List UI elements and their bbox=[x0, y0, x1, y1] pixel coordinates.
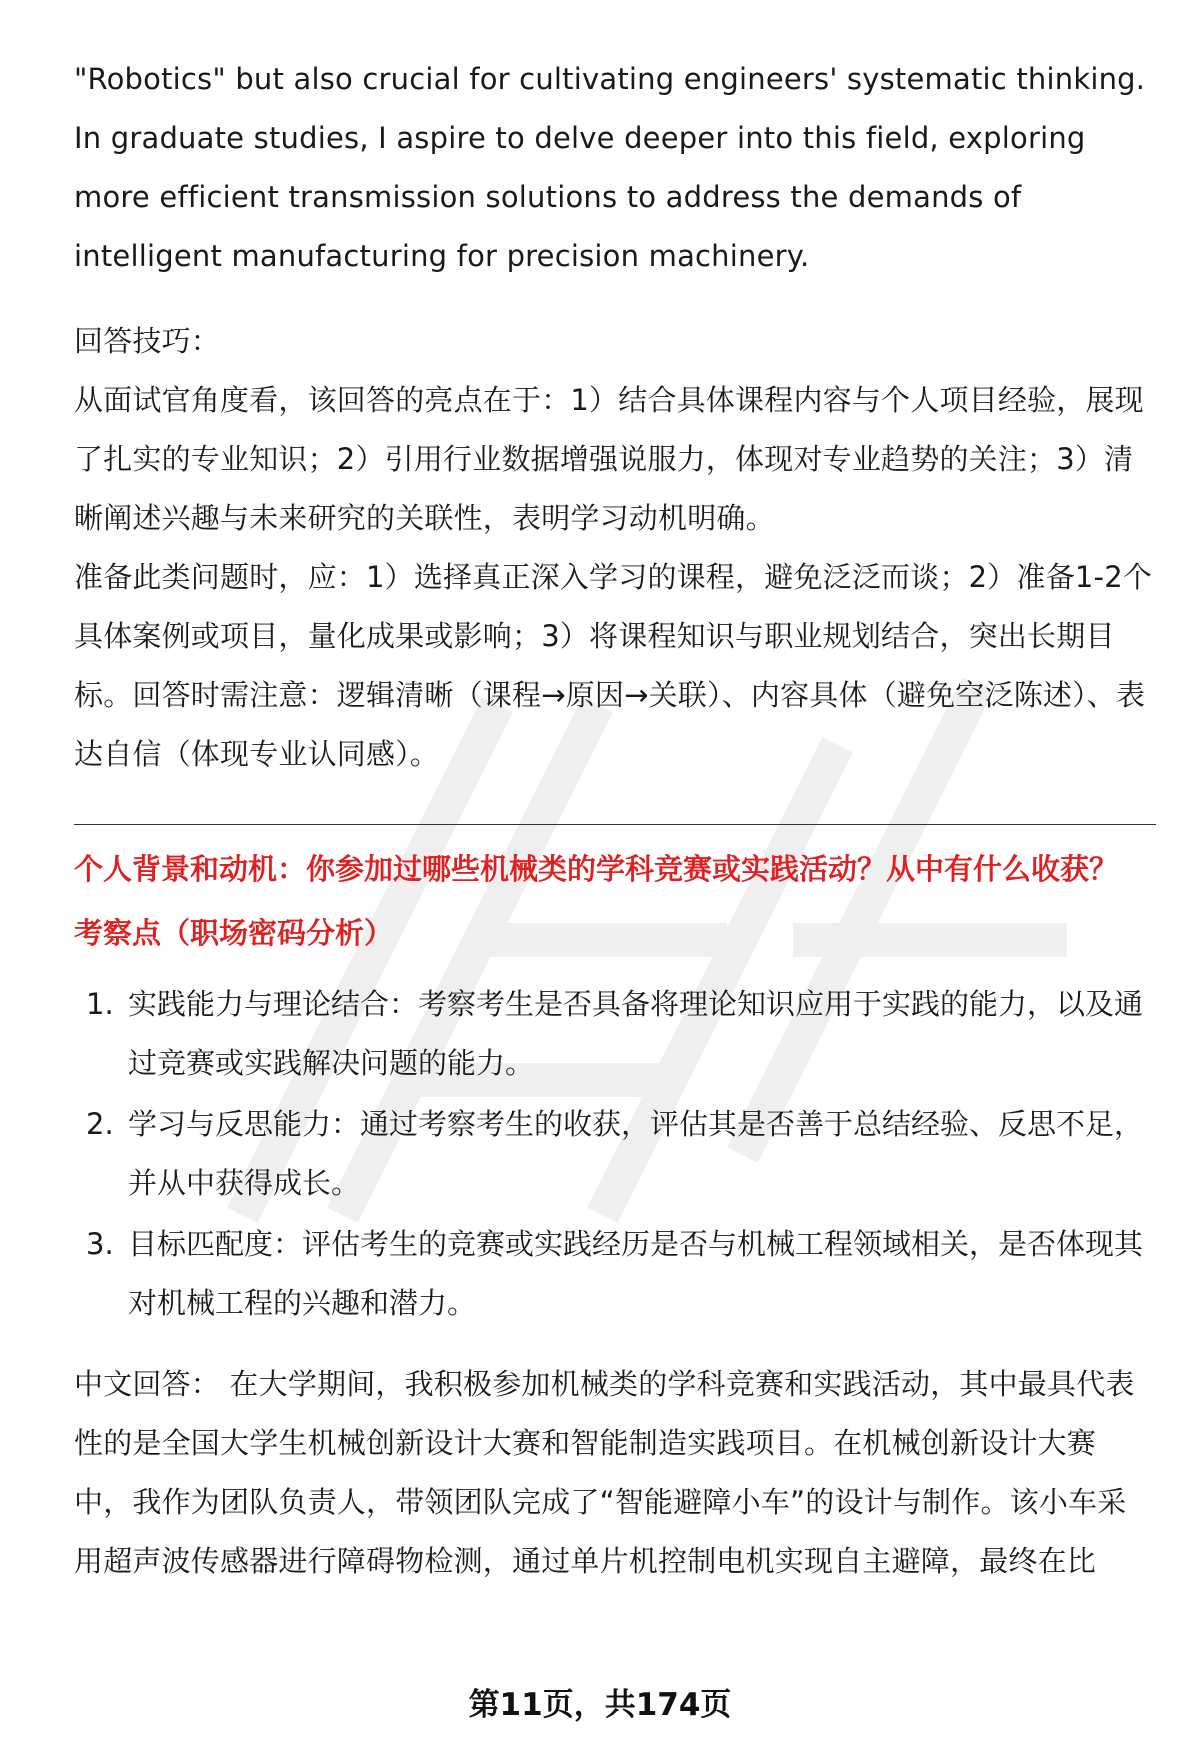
chinese-answer-paragraph: 中文回答： 在大学期间，我积极参加机械类的学科竞赛和实践活动，其中最具代表性的是全国大学生机械创新设计大赛和智能制造实践项目。在机械创新设计大赛中，我作为团队负责人，带领团队完成了“智能避障小车”的设计与制作。该小车采用超声波传感器进行障碍物检测，通过单片机控制电机实现自主避障，最终在比 bbox=[74, 1367, 1135, 1578]
page-number-footer: 第11页，共174页 bbox=[468, 1687, 732, 1723]
list-item-text: 学习与反思能力：通过考察考生的收获，评估其是否善于总结经验、反思不足，并从中获得成长。 bbox=[128, 1107, 1144, 1200]
intro-paragraph: "Robotics" but also crucial for cultivating engineers' systematic thinking. In graduate studies, I aspire to delve deeper into this field, exploring more efficient transmission solutions to address the demands of intelligent manufacturing for precision machinery. bbox=[74, 62, 1146, 273]
document-page bbox=[74, 50, 1154, 1591]
tips-label: 回答技巧： bbox=[74, 324, 221, 358]
question-title: 个人背景和动机：你参加过哪些机械类的学科竞赛或实践活动？从中有什么收获？ bbox=[74, 852, 1119, 886]
question-subtitle: 考察点（职场密码分析） bbox=[74, 916, 394, 950]
tips-paragraph-2: 准备此类问题时，应：1）选择真正深入学习的课程，避免泛泛而谈；2）准备1-2个具体案例或项目，量化成果或影响；3）将课程知识与职业规划结合，突出长期目标。回答时需注意：逻辑清晰（课程→原因→关联）、内容具体（避免空泛陈述）、表达自信（体现专业认同感）。 bbox=[74, 560, 1153, 771]
list-item-number: 3. bbox=[86, 1227, 114, 1261]
list-item bbox=[74, 1215, 1154, 1333]
list-item bbox=[74, 975, 1154, 1093]
tips-paragraph-1: 从面试官角度看，该回答的亮点在于：1）结合具体课程内容与个人项目经验，展现了扎实的专业知识；2）引用行业数据增强说服力，体现对专业趋势的关注；3）清晰阐述兴趣与未来研究的关联性，表明学习动机明确。 bbox=[74, 383, 1144, 535]
list-item-number: 2. bbox=[86, 1107, 114, 1141]
list-item bbox=[74, 1095, 1154, 1213]
list-item-text: 目标匹配度：评估考生的竞赛或实践经历是否与机械工程领域相关，是否体现其对机械工程的兴趣和潜力。 bbox=[128, 1227, 1144, 1320]
list-item-text: 实践能力与理论结合：考察考生是否具备将理论知识应用于实践的能力，以及通过竞赛或实践解决问题的能力。 bbox=[128, 987, 1144, 1080]
section-divider bbox=[74, 824, 1156, 825]
list-item-number: 1. bbox=[86, 987, 114, 1021]
assessment-points-list bbox=[74, 975, 1154, 1333]
